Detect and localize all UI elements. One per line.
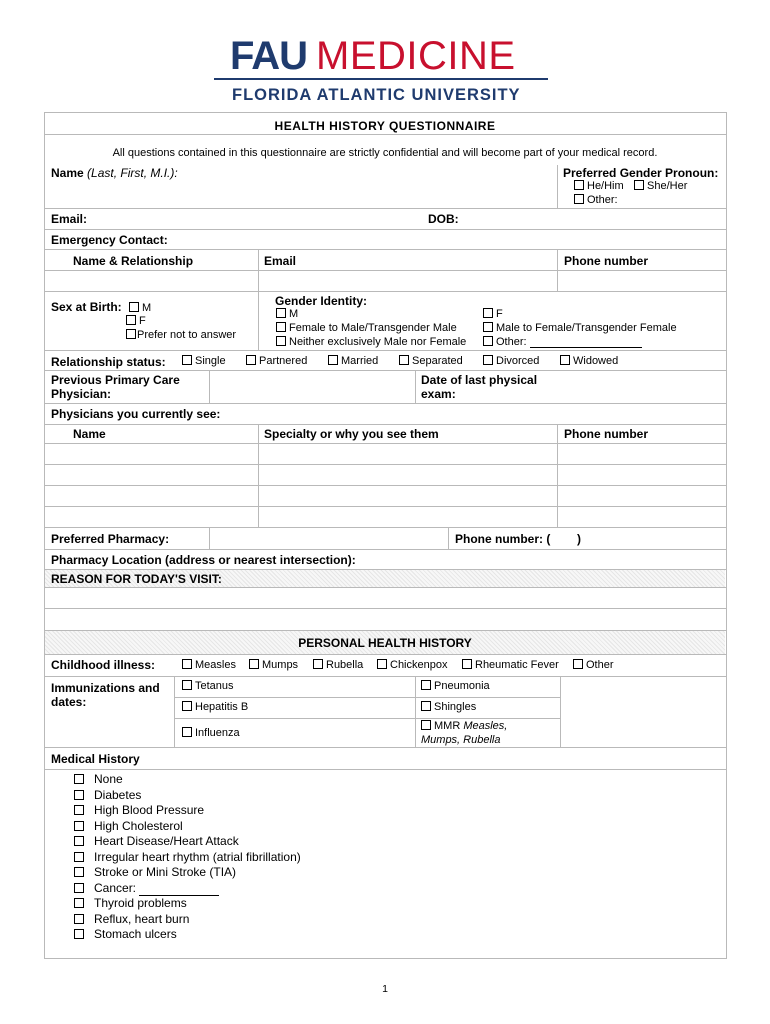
checkbox[interactable] xyxy=(74,867,84,877)
email-label: Email: xyxy=(51,212,88,226)
gender-m-option[interactable] xyxy=(276,308,298,320)
checkbox[interactable] xyxy=(129,302,139,312)
relationship-label: Relationship status: xyxy=(51,355,166,369)
checkbox[interactable] xyxy=(483,336,493,346)
gender-m-label: M xyxy=(289,308,299,320)
pronoun-he-label: He/Him xyxy=(587,180,624,192)
medical-item-label: None xyxy=(94,772,123,786)
checkbox[interactable] xyxy=(560,355,570,365)
relationship-married: Married xyxy=(341,355,379,367)
checkbox[interactable] xyxy=(483,308,493,318)
gender-mtf-option[interactable] xyxy=(483,322,677,334)
medical-item[interactable] xyxy=(74,927,301,943)
logo-rule xyxy=(214,78,548,80)
childhood-rheumatic-fever: Rheumatic Fever xyxy=(475,659,559,671)
gender-other-option[interactable] xyxy=(483,336,642,348)
physicians-col-phone: Phone number xyxy=(564,427,649,441)
gender-mtf-label: Male to Female/Transgender Female xyxy=(496,322,677,334)
medical-item[interactable] xyxy=(74,881,301,897)
relationship-option[interactable] xyxy=(560,355,618,367)
checkbox[interactable] xyxy=(377,659,387,669)
checkbox[interactable] xyxy=(74,898,84,908)
checkbox[interactable] xyxy=(182,680,192,690)
mmr-hint-line2: Mumps, Rubella xyxy=(421,734,501,746)
relationship-option[interactable] xyxy=(246,355,307,367)
shingles-label: Shingles xyxy=(434,701,477,713)
checkbox[interactable] xyxy=(74,836,84,846)
checkbox[interactable] xyxy=(74,914,84,924)
pronoun-label: Preferred Gender Pronoun: xyxy=(563,166,719,180)
emergency-col-name: Name & Relationship xyxy=(73,254,194,268)
checkbox[interactable] xyxy=(313,659,323,669)
checkbox[interactable] xyxy=(634,180,644,190)
checkbox[interactable] xyxy=(276,336,286,346)
gender-neither-option[interactable] xyxy=(276,336,466,348)
checkbox[interactable] xyxy=(74,790,84,800)
checkbox[interactable] xyxy=(276,308,286,318)
checkbox[interactable] xyxy=(328,355,338,365)
sex-at-birth-field xyxy=(51,300,151,314)
physicians-col-name: Name xyxy=(73,427,106,441)
medical-item[interactable] xyxy=(74,803,301,819)
childhood-other: Other xyxy=(586,659,614,671)
childhood-rubella: Rubella xyxy=(326,659,364,671)
gender-neither-label: Neither exclusively Male nor Female xyxy=(289,336,467,348)
childhood-mumps: Mumps xyxy=(262,659,299,671)
last-exam-label-line1: Date of last physical xyxy=(421,373,538,387)
childhood-option[interactable] xyxy=(573,659,614,671)
checkbox[interactable] xyxy=(573,659,583,669)
childhood-option[interactable] xyxy=(462,659,559,671)
medical-item-label: Reflux, heart burn xyxy=(94,911,190,926)
checkbox[interactable] xyxy=(74,852,84,862)
checkbox[interactable] xyxy=(126,315,136,325)
confidentiality-note: All questions contained in this questionnaire are strictly confidential and will become part of your medical record. xyxy=(112,147,658,159)
medical-item[interactable] xyxy=(74,834,301,850)
checkbox[interactable] xyxy=(462,659,472,669)
relationship-option[interactable] xyxy=(483,355,539,367)
name-hint: (Last, First, M.I.): xyxy=(87,166,178,180)
medical-item-label: Diabetes xyxy=(94,787,142,802)
mmr-hint: Measles, xyxy=(463,720,508,732)
medical-item-label: Stroke or Mini Stroke (TIA) xyxy=(94,865,237,879)
checkbox[interactable] xyxy=(399,355,409,365)
medical-item-label: Stomach ulcers xyxy=(94,927,177,941)
mmr-label: MMR xyxy=(434,720,461,732)
pneumonia-label: Pneumonia xyxy=(434,680,490,692)
immunizations-label-line1: Immunizations and xyxy=(51,681,160,695)
sex-m-label: M xyxy=(142,302,152,314)
pronoun-she-option[interactable] xyxy=(634,180,687,192)
checkbox[interactable] xyxy=(421,720,431,730)
checkbox[interactable] xyxy=(182,659,192,669)
immunization-influenza[interactable] xyxy=(182,727,240,739)
childhood-label: Childhood illness: xyxy=(51,658,155,672)
gender-ftm-option[interactable] xyxy=(276,322,457,334)
relationship-option[interactable] xyxy=(182,355,226,367)
sex-label: Sex at Birth: xyxy=(51,300,122,314)
logo-fau: FAU xyxy=(230,34,307,78)
medical-item-label: High Blood Pressure xyxy=(94,803,205,817)
gender-identity-label: Gender Identity: xyxy=(275,294,368,308)
relationship-single: Single xyxy=(195,355,226,367)
childhood-option[interactable] xyxy=(377,659,447,671)
name-label: Name xyxy=(51,166,84,180)
medical-item-label: Cancer: xyxy=(94,880,137,895)
medical-item[interactable] xyxy=(74,819,301,835)
name-field[interactable] xyxy=(51,166,178,180)
checkbox[interactable] xyxy=(483,355,493,365)
fau-medicine-logo xyxy=(214,34,550,106)
sex-f-option[interactable] xyxy=(126,315,146,327)
hepatitis-b-label: Hepatitis B xyxy=(195,701,249,713)
gender-other-label: Other: xyxy=(496,336,527,348)
relationship-separated: Separated xyxy=(412,355,463,367)
gender-f-label: F xyxy=(496,308,503,320)
childhood-measles: Measles xyxy=(195,659,236,671)
gender-f-option[interactable] xyxy=(483,308,503,320)
dob-label: DOB: xyxy=(428,212,459,226)
checkbox[interactable] xyxy=(574,180,584,190)
immunization-hepatitis-b[interactable] xyxy=(182,701,248,713)
gender-ftm-label: Female to Male/Transgender Male xyxy=(289,322,457,334)
relationship-option[interactable] xyxy=(399,355,463,367)
checkbox[interactable] xyxy=(74,883,84,893)
checkbox[interactable] xyxy=(246,355,256,365)
last-exam-label-line2: exam: xyxy=(421,387,456,401)
sex-prefer-label: Prefer not to answer xyxy=(137,329,237,341)
checkbox[interactable] xyxy=(421,680,431,690)
emergency-contact-label: Emergency Contact: xyxy=(51,233,168,247)
immunization-mmr[interactable] xyxy=(421,720,507,732)
pronoun-other-label: Other: xyxy=(587,194,618,206)
medical-history-list xyxy=(74,772,301,943)
childhood-option[interactable] xyxy=(182,659,236,671)
medical-item-label: Thyroid problems xyxy=(94,896,187,910)
checkbox[interactable] xyxy=(182,355,192,365)
checkbox[interactable] xyxy=(276,322,286,332)
childhood-chickenpox: Chickenpox xyxy=(390,659,448,671)
medical-item[interactable] xyxy=(74,912,301,928)
sex-prefer-option[interactable] xyxy=(126,329,236,341)
medical-item-label: High Cholesterol xyxy=(94,818,183,833)
childhood-option[interactable] xyxy=(249,659,298,671)
pronoun-other-option[interactable] xyxy=(574,194,618,206)
logo-medicine: MEDICINE xyxy=(316,34,516,78)
pharmacy-phone-close: ) xyxy=(577,532,581,546)
pharmacy-location-label: Pharmacy Location (address or nearest intersection): xyxy=(51,553,356,567)
checkbox[interactable] xyxy=(483,322,493,332)
checkbox[interactable] xyxy=(74,805,84,815)
page-number: 1 xyxy=(382,983,388,995)
medical-item-label: Irregular heart rhythm (atrial fibrillation) xyxy=(94,849,301,864)
physicians-label: Physicians you currently see: xyxy=(51,407,221,421)
relationship-divorced: Divorced xyxy=(496,355,540,367)
medical-item[interactable] xyxy=(74,788,301,804)
medical-item[interactable] xyxy=(74,772,301,788)
pronoun-he-option[interactable] xyxy=(574,180,624,192)
tetanus-label: Tetanus xyxy=(195,680,234,692)
gender-other-blank[interactable] xyxy=(530,336,642,348)
checkbox[interactable] xyxy=(126,329,136,339)
sex-f-label: F xyxy=(139,315,146,327)
medical-item[interactable] xyxy=(74,865,301,881)
phh-title: PERSONAL HEALTH HISTORY xyxy=(298,636,472,650)
immunizations-label-line2: dates: xyxy=(51,695,87,709)
pharmacy-label: Preferred Pharmacy: xyxy=(51,532,170,546)
logo-university: FLORIDA ATLANTIC UNIVERSITY xyxy=(232,86,521,104)
checkbox[interactable] xyxy=(249,659,259,669)
checkbox[interactable] xyxy=(182,701,192,711)
cancer-blank[interactable] xyxy=(139,883,219,896)
checkbox[interactable] xyxy=(74,774,84,784)
childhood-option[interactable] xyxy=(313,659,363,671)
relationship-widowed: Widowed xyxy=(573,355,619,367)
medical-history-label: Medical History xyxy=(51,752,140,766)
medical-item[interactable] xyxy=(74,896,301,912)
immunization-shingles[interactable] xyxy=(421,701,476,713)
checkbox[interactable] xyxy=(182,727,192,737)
immunization-tetanus[interactable] xyxy=(182,680,234,692)
pharmacy-phone-label: Phone number: ( xyxy=(455,532,551,546)
checkbox[interactable] xyxy=(574,194,584,204)
form-title: HEALTH HISTORY QUESTIONNAIRE xyxy=(274,119,496,133)
pcp-label-line2: Physician: xyxy=(51,387,112,401)
medical-item-label: Heart Disease/Heart Attack xyxy=(94,834,239,848)
physicians-col-specialty: Specialty or why you see them xyxy=(264,427,439,441)
checkbox[interactable] xyxy=(421,701,431,711)
pcp-label-line1: Previous Primary Care xyxy=(51,373,180,387)
relationship-partnered: Partnered xyxy=(259,355,308,367)
medical-item[interactable] xyxy=(74,850,301,866)
immunization-pneumonia[interactable] xyxy=(421,680,490,692)
influenza-label: Influenza xyxy=(195,727,240,739)
checkbox[interactable] xyxy=(74,821,84,831)
pronoun-she-label: She/Her xyxy=(647,180,688,192)
emergency-col-phone: Phone number xyxy=(564,254,649,268)
emergency-col-email: Email xyxy=(264,254,297,268)
reason-label: REASON FOR TODAY'S VISIT: xyxy=(51,572,222,586)
checkbox[interactable] xyxy=(74,929,84,939)
relationship-option[interactable] xyxy=(328,355,378,367)
